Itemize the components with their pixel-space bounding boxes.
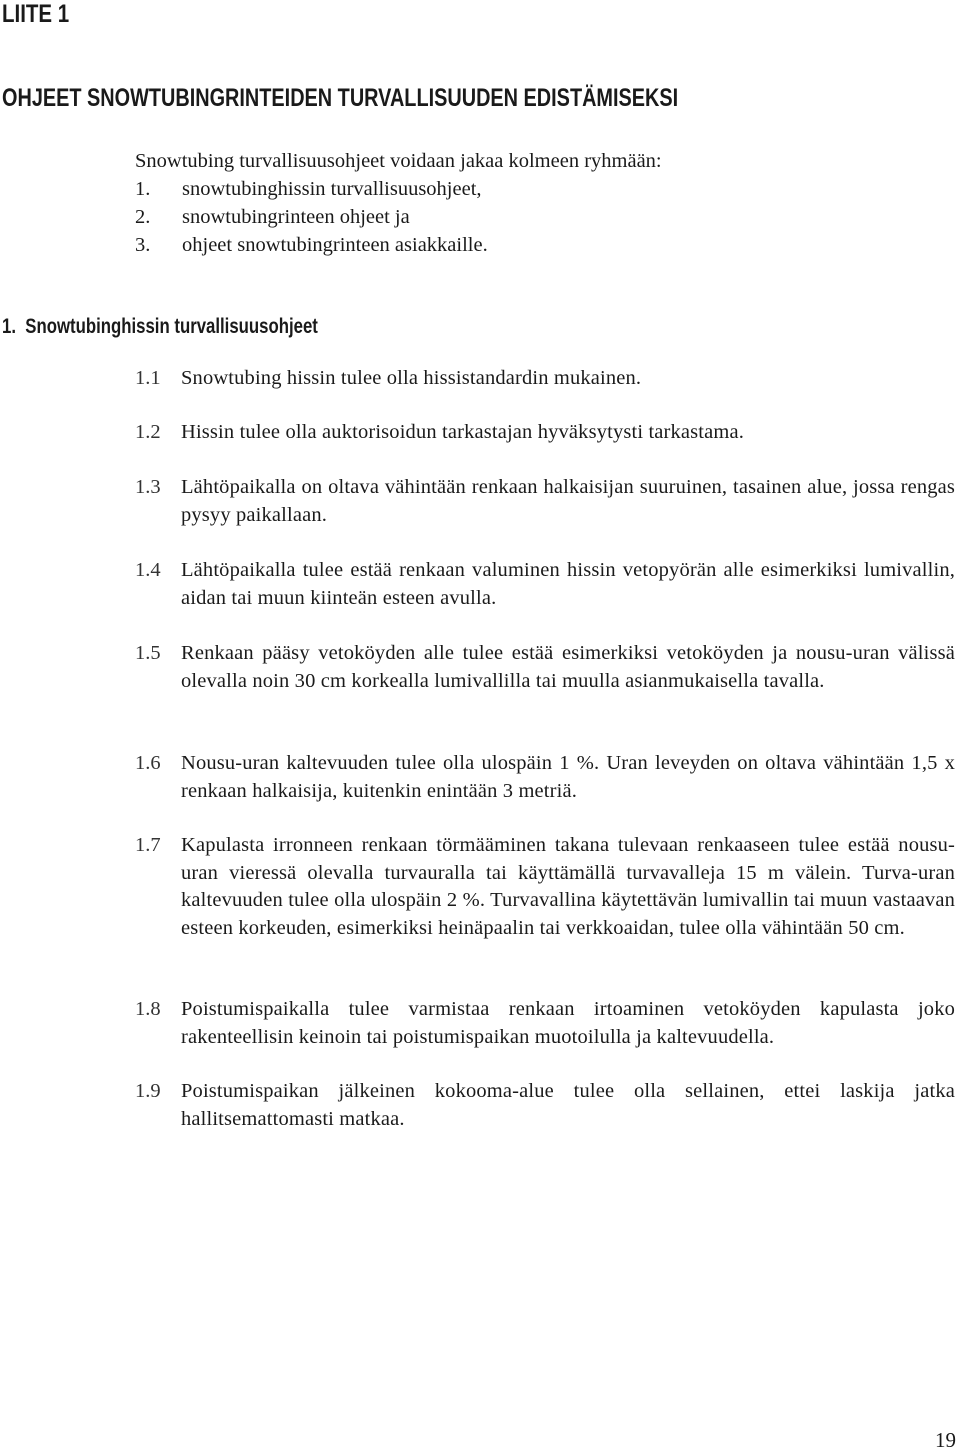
list-number: 1.: [135, 178, 151, 200]
rule-text: Kapulasta irronneen renkaan törmääminen takana tulevaan renkaaseen tulee estää nousu-uran vieressä olevalla turvauralla tai käyttämällä turvavalleja 15 m välein. Turva-uran kaltevuuden tulee olla ulospäin 2 %. Turvavallina käytettävän lumivallin tai muun vastaavan esteen korkeuden, esimerkiksi heinäpaalin tai verkkoaidan, tulee olla vähintään 50 cm.: [181, 834, 955, 939]
rule-number: 1.8: [135, 998, 161, 1020]
intro-block: [135, 147, 835, 259]
list-text: snowtubingrinteen ohjeet ja: [182, 206, 410, 228]
rule-item: [135, 557, 955, 612]
rule-text: Poistumispaikalla tulee varmistaa renkaan irtoaminen vetoköyden kapulasta joko rakenteellisin keinoin tai poistumispaikan muotoilulla ja kaltevuudella.: [181, 998, 955, 1048]
rule-text: Snowtubing hissin tulee olla hissistandardin mukainen.: [181, 367, 642, 389]
rule-text: Renkaan pääsy vetoköyden alle tulee estää esimerkiksi vetoköyden ja nousu-uran välissä olevalla noin 30 cm korkealla lumivallilla tai muulla asianmukaisella tavalla.: [181, 642, 955, 692]
rule-item: [135, 419, 955, 447]
rule-number: 1.4: [135, 559, 161, 581]
list-text: ohjeet snowtubingrinteen asiakkaille.: [182, 234, 488, 256]
rule-item: [135, 750, 955, 805]
intro-list-item: [135, 203, 835, 231]
rule-number: 1.1: [135, 367, 161, 389]
rule-item: [135, 832, 955, 942]
rule-text: Lähtöpaikalla on oltava vähintään renkaan halkaisijan suuruinen, tasainen alue, jossa rengas pysyy paikallaan.: [181, 476, 955, 526]
rule-item: [135, 365, 955, 393]
rule-item: [135, 996, 955, 1051]
rule-text: Poistumispaikan jälkeinen kokooma-alue tulee olla sellainen, ettei laskija jatka hallitsemattomasti matkaa.: [181, 1080, 955, 1130]
intro-list-item: [135, 175, 835, 203]
section-heading: 1. Snowtubinghissin turvallisuusohjeet: [2, 314, 318, 338]
rule-text: Hissin tulee olla auktorisoidun tarkastajan hyväksytysti tarkastama.: [181, 421, 745, 443]
rule-text: Lähtöpaikalla tulee estää renkaan valuminen hissin vetopyörän alle esimerkiksi lumivallin, aidan tai muun kiinteän esteen avulla.: [181, 559, 955, 609]
rule-number: 1.5: [135, 642, 161, 664]
rule-number: 1.3: [135, 476, 161, 498]
list-text: snowtubinghissin turvallisuusohjeet,: [182, 178, 482, 200]
intro-list-item: [135, 231, 835, 259]
rule-number: 1.6: [135, 752, 161, 774]
page-number: 19: [935, 1428, 956, 1452]
intro-lead: Snowtubing turvallisuusohjeet voidaan jakaa kolmeen ryhmään:: [135, 150, 662, 172]
rule-item: [135, 474, 955, 529]
rule-number: 1.9: [135, 1080, 161, 1102]
list-number: 3.: [135, 234, 151, 256]
rule-number: 1.2: [135, 421, 161, 443]
document-title: OHJEET SNOWTUBINGRINTEIDEN TURVALLISUUDEN EDISTÄMISEKSI: [2, 84, 679, 112]
appendix-label: LIITE 1: [2, 0, 70, 28]
rule-text: Nousu-uran kaltevuuden tulee olla ulospäin 1 %. Uran leveyden on oltava vähintään 1,5 x renkaan halkaisija, kuitenkin enintään 3 metriä.: [181, 752, 955, 802]
list-number: 2.: [135, 206, 151, 228]
rule-item: [135, 1078, 955, 1133]
rule-item: [135, 640, 955, 695]
rule-number: 1.7: [135, 834, 161, 856]
